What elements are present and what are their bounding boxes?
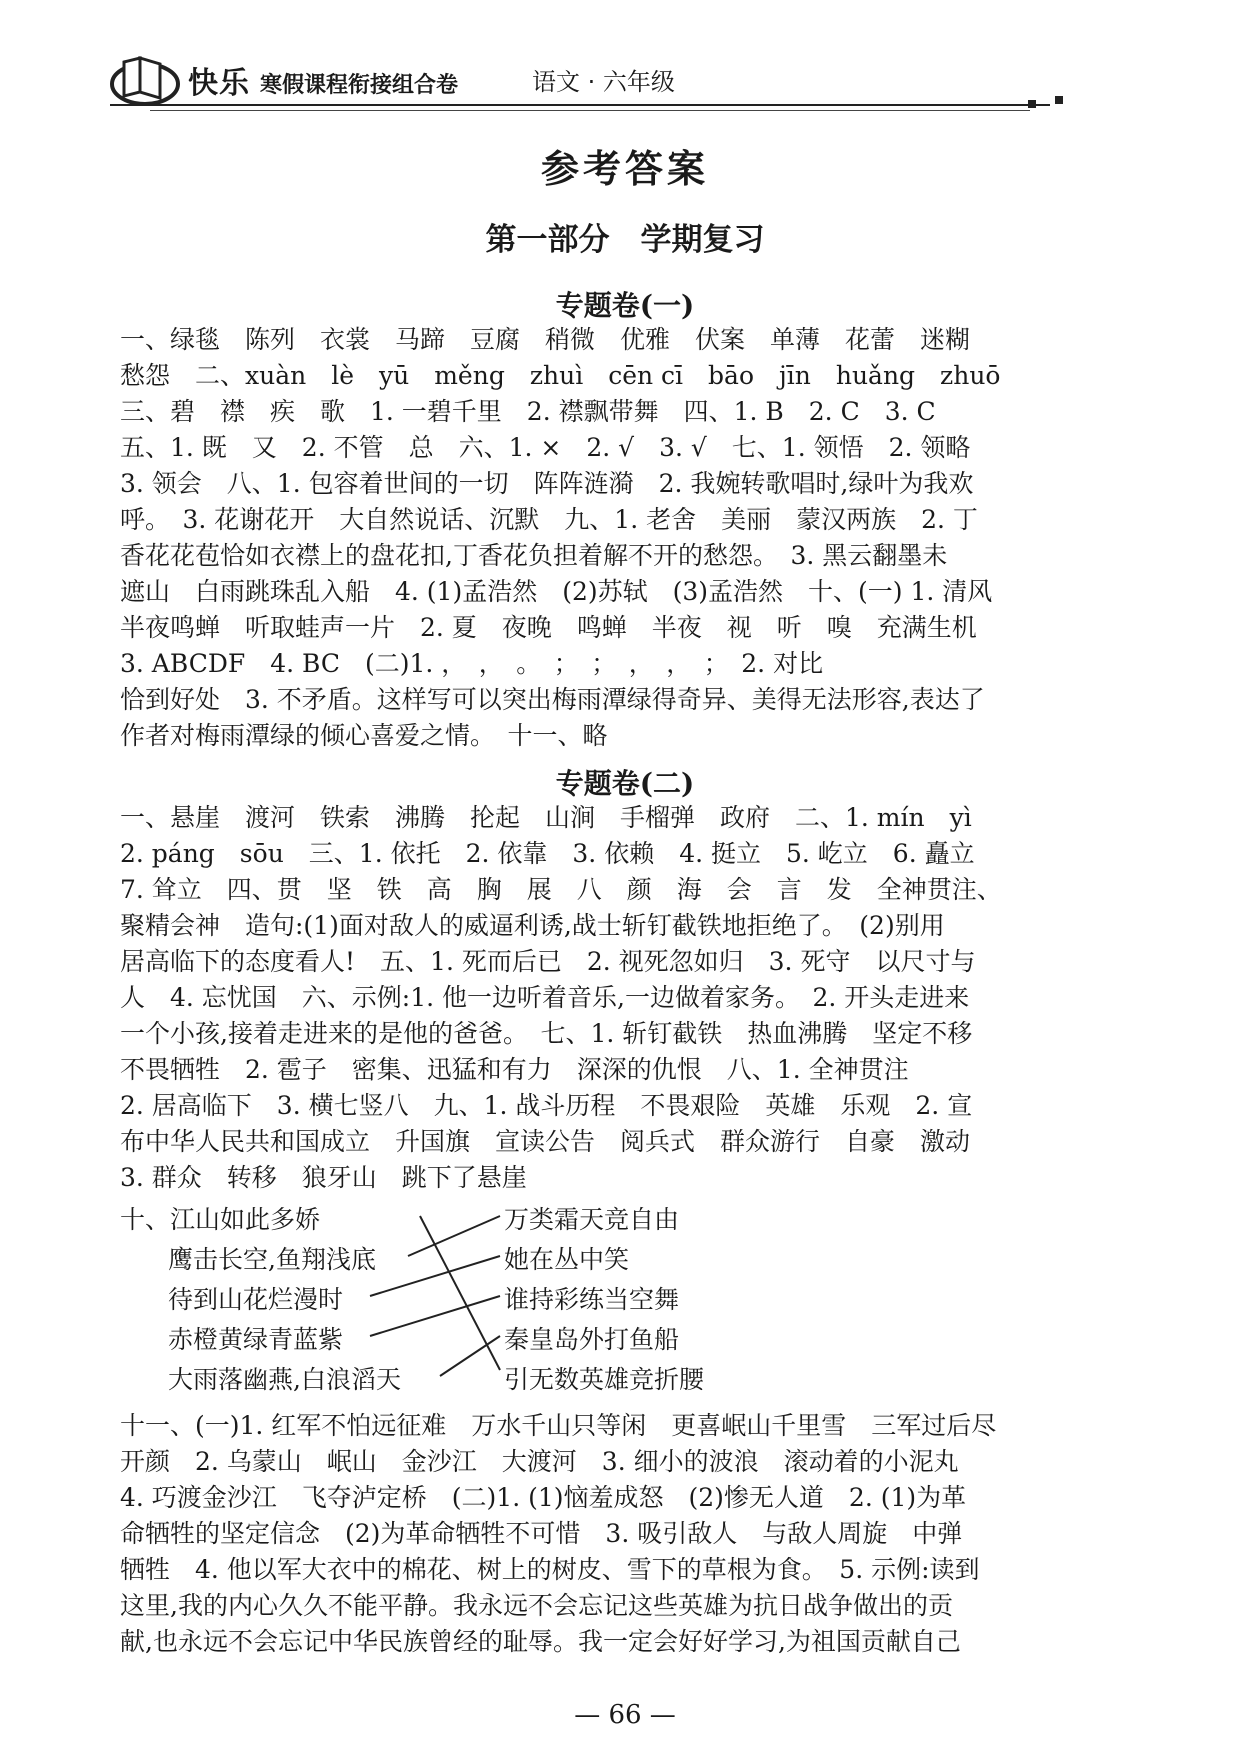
match-connector [440, 1336, 500, 1376]
match-left-item: 江山如此多娇 [170, 1205, 321, 1234]
answer-line: 人 4. 忘忧国 六、示例:1. 他一边听着音乐,一边做着家务。 2. 开头走进来 [120, 983, 970, 1012]
match-connector [370, 1296, 500, 1336]
page-title: 参考答案 [540, 146, 709, 191]
match-left-item: 待到山花烂漫时 [168, 1285, 344, 1314]
match-right-item: 她在丛中笑 [504, 1245, 630, 1274]
section-heading-1: 专题卷(一) [555, 289, 695, 322]
answer-line: 4. 巧渡金沙江 飞夺泸定桥 (二)1. (1)恼羞成怒 (2)惨无人道 2. (1)为革 [120, 1483, 967, 1512]
page-number: — 66 — [574, 1700, 676, 1730]
match-connector [408, 1216, 500, 1256]
match-right-item: 万类霜天竞自由 [504, 1205, 680, 1234]
answer-line: 牺牲 4. 他以军大衣中的棉花、树上的树皮、雪下的草根为食。 5. 示例:读到 [120, 1555, 980, 1584]
answer-line: 3. 领会 八、1. 包容着世间的一切 阵阵涟漪 2. 我婉转歌唱时,绿叶为我欢 [120, 469, 974, 498]
answer-line: 命牺牲的坚定信念 (2)为革命牺牲不可惜 3. 吸引敌人 与敌人周旋 中弹 [120, 1519, 963, 1548]
answer-line: 2. páng sōu 三、1. 依托 2. 依靠 3. 依赖 4. 挺立 5. 屹立 6. 矗立 [120, 839, 975, 868]
section-heading-2: 专题卷(二) [555, 767, 695, 800]
answer-line: 半夜鸣蝉 听取蛙声一片 2. 夏 夜晚 鸣蝉 半夜 视 听 嗅 充满生机 [120, 613, 977, 642]
answer-line: 2. 居高临下 3. 横七竖八 九、1. 战斗历程 不畏艰险 英雄 乐观 2. 宣 [120, 1091, 973, 1120]
brand-name: 快乐 [188, 66, 250, 101]
subject-grade: 语文 · 六年级 [532, 68, 675, 96]
match-right-item: 引无数英雄竞折腰 [504, 1365, 705, 1394]
answer-line: 3. ABCDF 4. BC (二)1. ， ， 。 ； ； ， ， ； 2. 对比 [120, 649, 824, 678]
answer-line: 3. 群众 转移 狼牙山 跳下了悬崖 [120, 1163, 527, 1192]
match-left-item: 大雨落幽燕,白浪滔天 [168, 1365, 401, 1394]
match-left-item: 赤橙黄绿青蓝紫 [168, 1325, 344, 1354]
answer-line: 十一、(一)1. 红军不怕远征难 万水千山只等闲 更喜岷山千里雪 三军过后尽 [120, 1411, 997, 1440]
answer-line: 这里,我的内心久久不能平静。我永远不会忘记这些英雄为抗日战争做出的贡 [120, 1591, 953, 1620]
match-left-item: 鹰击长空,鱼翔浅底 [168, 1245, 376, 1274]
answer-line: 三、碧 襟 疾 歌 1. 一碧千里 2. 襟飘带舞 四、1. B 2. C 3. C [120, 397, 936, 426]
answer-line: 一、绿毯 陈列 衣裳 马蹄 豆腐 稍微 优雅 伏案 单薄 花蕾 迷糊 [120, 325, 971, 354]
answer-line: 香花花苞恰如衣襟上的盘花扣,丁香花负担着解不开的愁怨。 3. 黑云翻墨未 [120, 541, 948, 570]
match-prefix: 十、 [120, 1205, 171, 1234]
answer-line: 愁怨 二、xuàn lè yū měng zhuì cēn cī bāo jīn huǎng zhuō [120, 361, 1001, 390]
answer-line: 献,也永远不会忘记中华民族曾经的耻辱。我一定会好好学习,为祖国贡献自己 [120, 1627, 961, 1656]
match-right-item: 谁持彩练当空舞 [504, 1285, 680, 1314]
answer-line: 作者对梅雨潭绿的倾心喜爱之情。 十一、略 [120, 721, 608, 750]
answer-line: 不畏牺牲 2. 雹子 密集、迅猛和有力 深深的仇恨 八、1. 全神贯注 [120, 1055, 909, 1084]
answer-line: 恰到好处 3. 不矛盾。这样写可以突出梅雨潭绿得奇异、美得无法形容,表达了 [120, 685, 985, 714]
match-connector [370, 1256, 500, 1296]
series-title: 寒假课程衔接组合卷 [260, 73, 459, 98]
match-connector [420, 1216, 500, 1370]
answer-line: 一、悬崖 渡河 铁索 沸腾 抡起 山涧 手榴弹 政府 二、1. mín yì [120, 803, 972, 832]
answer-line: 五、1. 既 又 2. 不管 总 六、1. × 2. √ 3. √ 七、1. 领悟 2. 领略 [120, 433, 971, 462]
answer-line: 居高临下的态度看人! 五、1. 死而后已 2. 视死忽如归 3. 死守 以尺寸与 [120, 947, 976, 976]
match-right-item: 秦皇岛外打鱼船 [504, 1325, 680, 1354]
answer-line: 呼。 3. 花谢花开 大自然说话、沉默 九、1. 老舍 美丽 蒙汉两族 2. 丁 [120, 505, 978, 534]
answer-line: 聚精会神 造句:(1)面对敌人的威逼利诱,战士斩钉截铁地拒绝了。 (2)别用 [120, 911, 945, 940]
answer-line: 7. 耸立 四、贯 坚 铁 高 胸 展 八 颜 海 会 言 发 全神贯注、 [120, 875, 1002, 904]
answer-line: 开颜 2. 乌蒙山 岷山 金沙江 大渡河 3. 细小的波浪 滚动着的小泥丸 [120, 1447, 959, 1476]
answer-line: 遮山 白雨跳珠乱入船 4. (1)孟浩然 (2)苏轼 (3)孟浩然 十、(一) 1. 清风 [120, 577, 993, 606]
answer-line: 一个小孩,接着走进来的是他的爸爸。 七、1. 斩钉截铁 热血沸腾 坚定不移 [120, 1019, 973, 1048]
answer-line: 布中华人民共和国成立 升国旗 宣读公告 阅兵式 群众游行 自豪 激动 [120, 1127, 971, 1156]
part-heading: 第一部分 学期复习 [485, 222, 765, 258]
